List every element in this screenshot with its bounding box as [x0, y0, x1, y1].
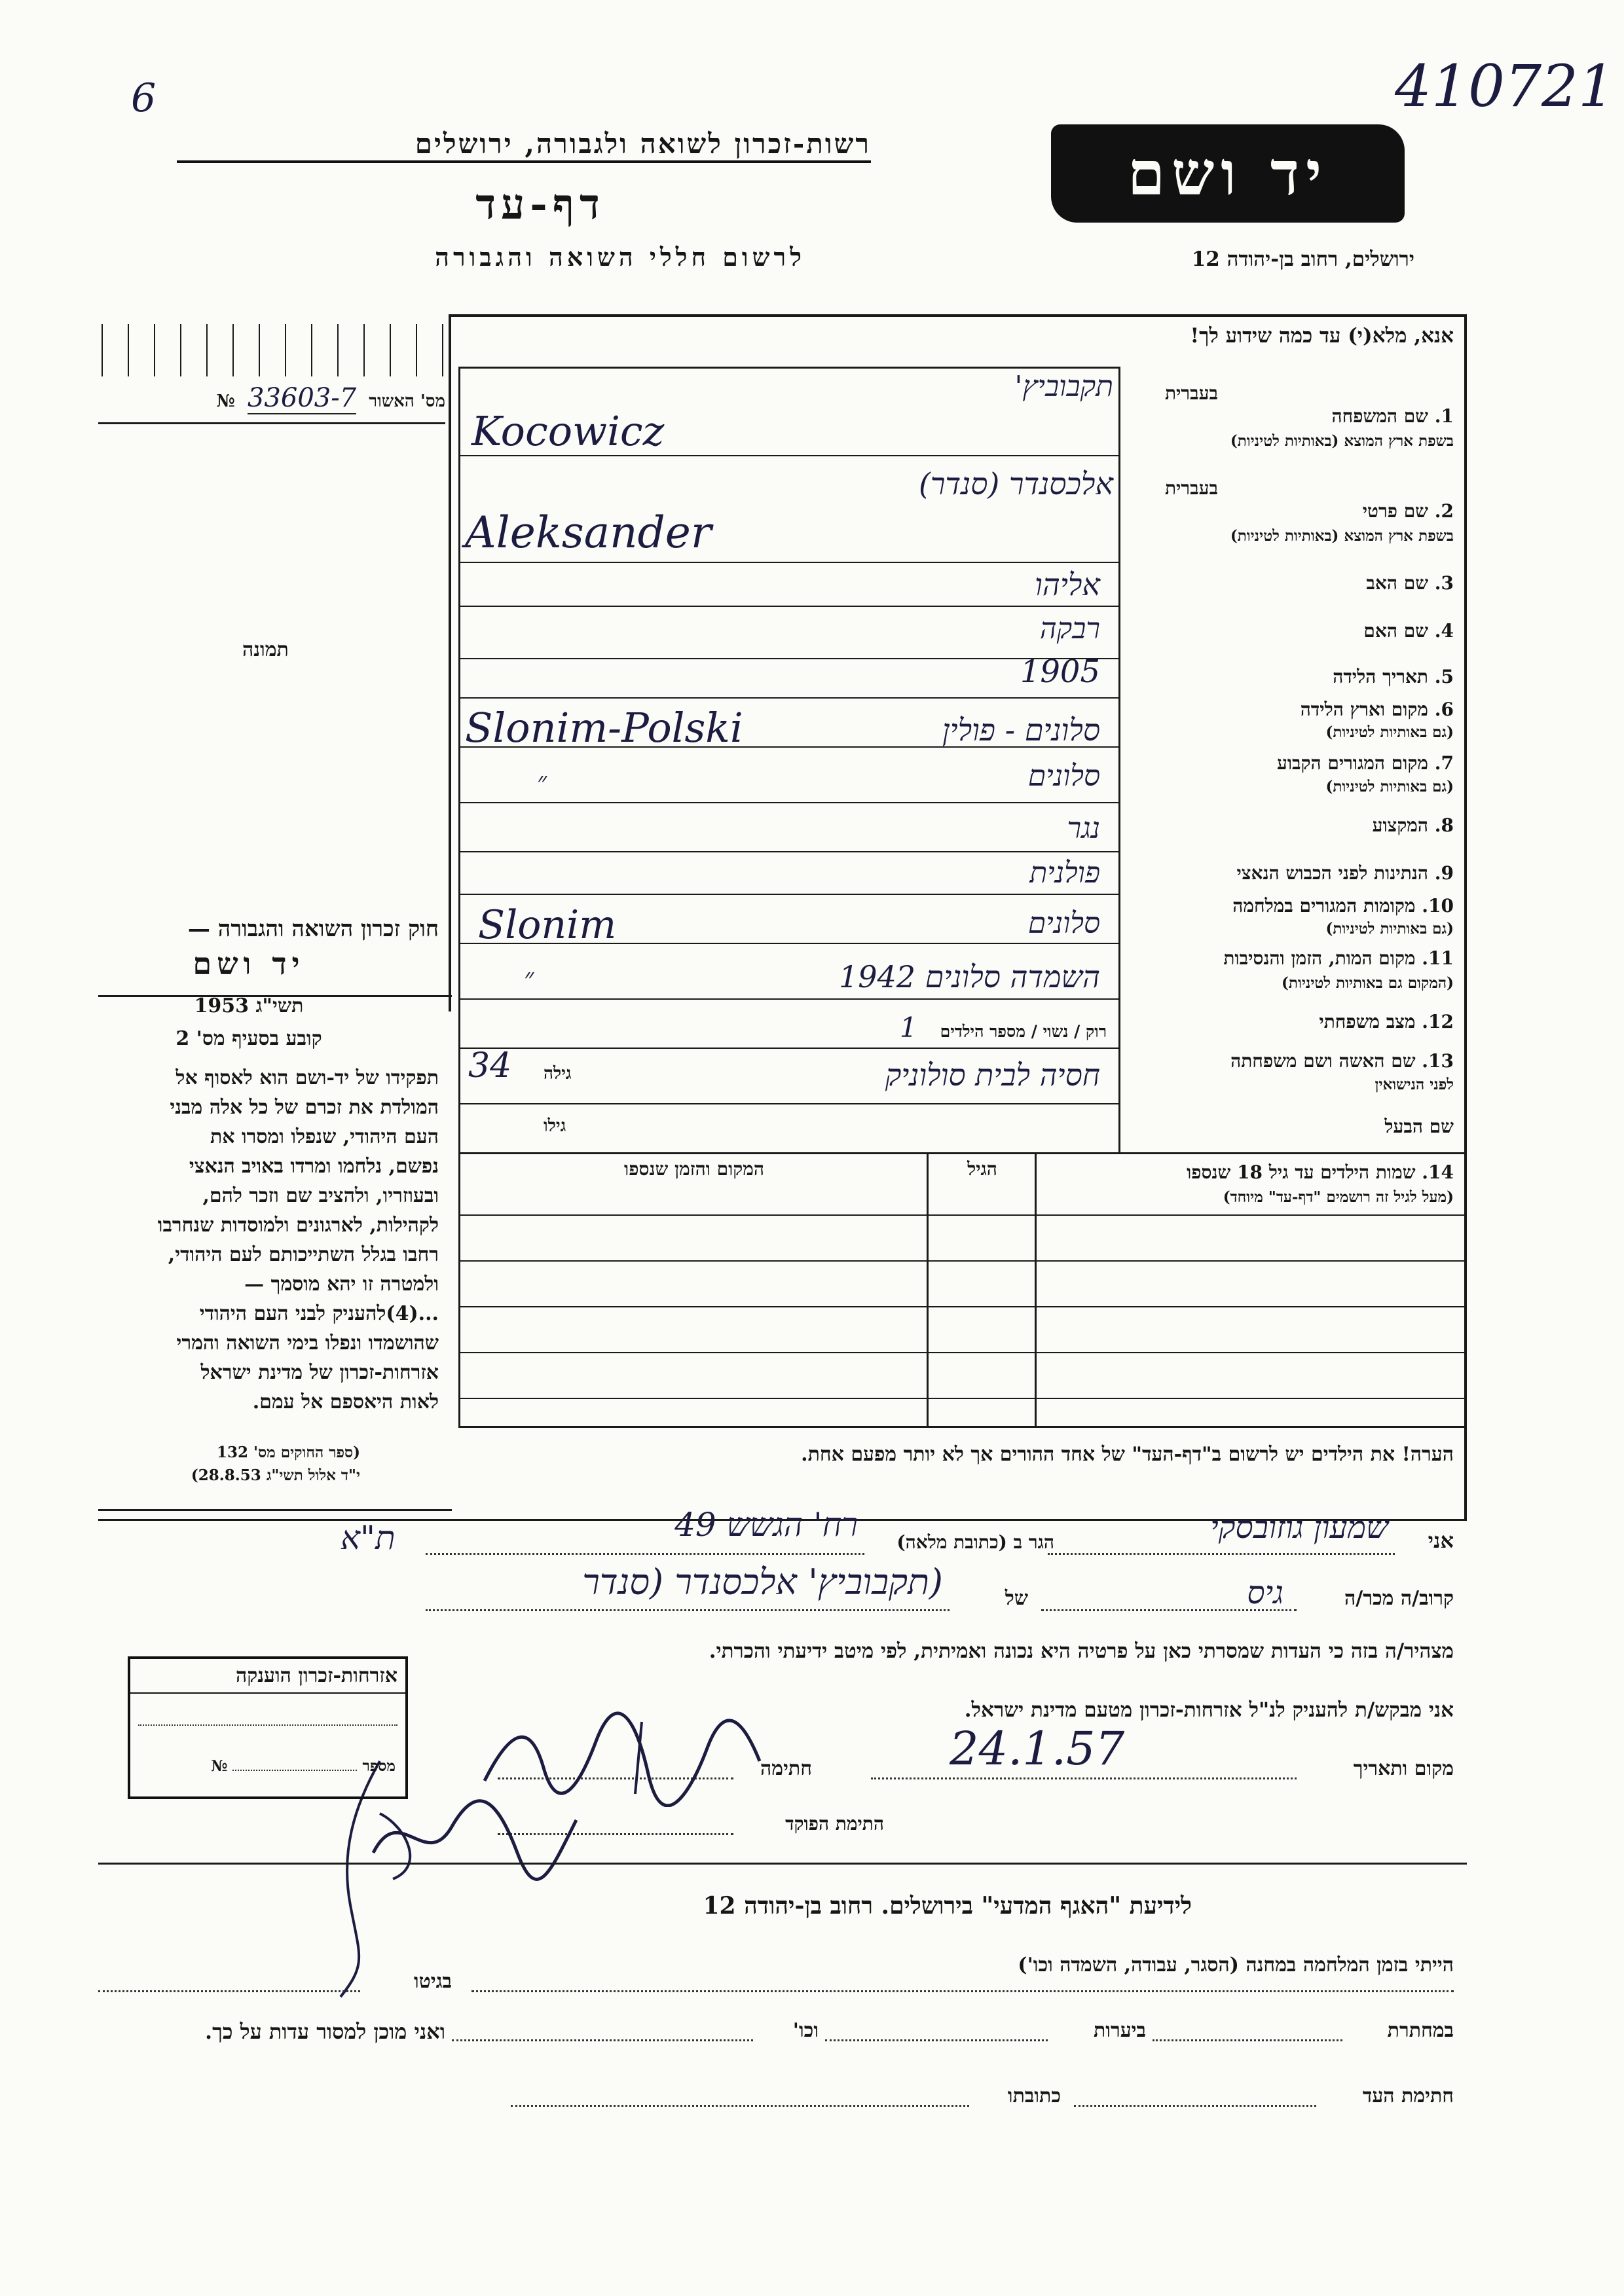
field-10-value-latin: Slonim: [478, 902, 617, 948]
field-2-name: שם פרטי: [1362, 500, 1429, 522]
citizenship-box: [128, 1656, 408, 1799]
field-10-value: סלונים: [1027, 907, 1100, 940]
footer-line2-c: וכו': [792, 2019, 819, 2042]
law-line-4: נפשם, נלחמו ומרדו באויב הנאצי: [189, 1155, 439, 1178]
law-line-3: העם היהודי, שנפלו ומסרו את: [210, 1125, 439, 1148]
footer-title: לידיעת "האגף המדעי" בירושלים. רחוב בן-יהודה 12: [703, 1892, 1192, 1920]
law-line-1: תפקידו של יד-ושם הוא לאסוף אל: [175, 1066, 439, 1089]
field-1-name: שם המשפחה: [1331, 405, 1429, 427]
field-10-num: 10.: [1422, 895, 1454, 917]
law-line-10: שהושמדו ונפלו בימי השואה והמרי: [176, 1332, 439, 1355]
field-10-sub: (גם באותיות לטיניות): [1325, 920, 1454, 938]
field-12-label: [1179, 1011, 1454, 1032]
intro-instruction: אנא, מלא(י) עד כמה שידוע לך!: [1190, 324, 1454, 348]
logo-text: יד ושם: [1127, 138, 1329, 209]
field-13-name: שם האשה ושם משפחתה: [1230, 1050, 1416, 1072]
field-7-label: [1139, 753, 1454, 774]
field-2-num: 2.: [1434, 500, 1454, 522]
footer-line1-a: הייתי בזמן המלחמה במחנה (הסגר, עבודה, השמדה וכו'): [1018, 1954, 1454, 1977]
children-col-place: המקום והזמן שנספו: [624, 1158, 764, 1180]
field-13-num: 13.: [1422, 1050, 1454, 1072]
wife-age-label: גילה: [544, 1064, 572, 1084]
law-line-6: לקהילות, לארגונים ולמוסדות שנחרבו: [157, 1214, 439, 1237]
field-8-name: המקצוע: [1372, 814, 1429, 836]
law-name: יד ושם: [193, 946, 305, 981]
receipt-value: 33603-7: [247, 383, 357, 413]
form-title: דף-עד: [475, 180, 605, 229]
law-year-num: 1953: [194, 994, 249, 1017]
field-13-label: [1126, 1051, 1454, 1072]
field-6-name: מקום וארץ הלידה: [1300, 699, 1429, 720]
field-7-value: סלונים: [1027, 759, 1100, 793]
footer-line2-b: ביערות: [1093, 2019, 1146, 2042]
place-date-label: מקום ותאריך: [1353, 1757, 1454, 1780]
field-11-value: השמדה סלונים 1942: [839, 959, 1100, 994]
field-9-value: פולנית: [1029, 856, 1100, 890]
field-11-label: [1126, 948, 1454, 969]
of-name: (תקבוביץ' אלכסנדר (סנדר: [582, 1561, 943, 1603]
law-line-8: ולמטרה זו יהא מוסמך —: [244, 1273, 439, 1296]
declarant-ani: אני: [1428, 1528, 1454, 1553]
field-9-name: הנתינות לפני הכבוש הנאצי: [1236, 862, 1429, 884]
field-5-value: 1905: [1020, 653, 1100, 690]
field-12-options: רוק / נשוי / מספר הילדים: [940, 1022, 1107, 1041]
law-year-row: [151, 992, 347, 1021]
of-label: של: [1005, 1587, 1028, 1610]
field-6-num: 6.: [1434, 699, 1454, 720]
field-6-sub: (גם באותיות לטיניות): [1325, 723, 1454, 741]
declaration-date: 24.1.57: [950, 1722, 1125, 1776]
archive-number: 410721: [1395, 52, 1615, 120]
field-3-label: [1179, 573, 1454, 594]
yad-vashem-logo: [1051, 124, 1405, 223]
husband-label: שם הבעל: [1384, 1116, 1454, 1137]
field-7-num: 7.: [1434, 752, 1454, 774]
field-10-label: [1126, 896, 1454, 917]
field-11-value-latin: ״: [524, 963, 534, 993]
children-sub: (מעל לגיל זה רושמים "דף-עד" מיוחד): [1223, 1188, 1454, 1206]
field-6-value: סלונים - פולין: [942, 712, 1100, 748]
photo-label: תמונה: [242, 638, 289, 661]
children-num: 14.: [1422, 1161, 1454, 1183]
field-2-label: [1218, 501, 1454, 522]
field-3-name: שם האב: [1366, 572, 1429, 594]
law-line-11: אזרחות-זכרון של מדינת ישראל: [200, 1361, 439, 1384]
field-9-label: [1126, 863, 1454, 884]
law-source-1: (ספר החוקים מס' 132: [217, 1444, 360, 1461]
receipt-number-row: [98, 383, 445, 416]
law-line-5: ובעוזריו, ולהציב שם וזכר להם,: [202, 1184, 439, 1207]
field-8-value: נגר: [1067, 812, 1100, 845]
field-12-name: מצב משפחתי: [1319, 1011, 1416, 1032]
field-4-label: [1179, 621, 1454, 642]
children-title-text: שמות הילדים עד גיל 18 שנספו: [1187, 1161, 1416, 1183]
husband-age-label: גילו: [544, 1116, 566, 1136]
official-signature-label: התימת הפוקד: [785, 1813, 884, 1834]
field-11-num: 11.: [1422, 947, 1454, 969]
law-title: חוק זכרון השואה והגבורה —: [187, 916, 439, 942]
footer-line3-a: חתימת העד: [1362, 2085, 1454, 2107]
field-4-name: שם האם: [1363, 620, 1429, 642]
citizenship-no-mark: №: [211, 1757, 228, 1775]
field-7-sub: (גם באותיות לטיניות): [1325, 778, 1454, 795]
field-5-name: תאריך הלידה: [1333, 666, 1429, 687]
field-1-value-latin: Kocowicz: [471, 407, 665, 455]
signature-label: חתימה: [760, 1757, 812, 1780]
field-13-value: חסיה לבית סולוניק: [885, 1057, 1100, 1093]
footer-line2-d: ואני מוכן למסור עדות על כך.: [204, 2019, 445, 2044]
corner-mark: 6: [131, 75, 157, 121]
citizenship-number-label: מספר: [362, 1757, 396, 1775]
declarant-resides-label: הגר ב (כתובת מלאה): [896, 1531, 1054, 1553]
receipt-label: מס' האשור: [369, 392, 445, 411]
field-2-sub: בשפת ארץ המוצא (באותיות לטיניות): [1230, 527, 1454, 545]
declarant-city: ת"א: [341, 1519, 396, 1557]
declaration-text: מצהיר/ה בזה כי העדות שמסרתי כאן על פרטיה היא נכונה ואמיתית, לפי מיטב ידיעתי והכרתי.: [709, 1639, 1454, 1663]
note: הערה! את הילדים יש לרשום ב"דף-העד" של אחד ההורים אך לא יותר מפעם אחת.: [801, 1443, 1454, 1466]
law-line-9: ...(4)להעניק לבני העם היהודי: [199, 1302, 439, 1325]
hebrew-column-label-2: בעברית: [1164, 477, 1218, 499]
citizenship-box-title: אזרחות-זכרון הוענקה: [130, 1659, 405, 1694]
field-13-sub: לפני הנישואין: [1375, 1076, 1454, 1093]
authority-title: רשות-זכרון לשואה ולגבורה, ירושלים: [177, 128, 871, 163]
declarant-name: שמעון גוזובסקי: [1210, 1509, 1388, 1546]
children-col-age: הגיל: [967, 1158, 997, 1180]
field-4-num: 4.: [1434, 620, 1454, 642]
field-1-num: 1.: [1434, 405, 1454, 427]
field-11-name: מקום המות, הזמן והנסיבות: [1223, 947, 1416, 969]
field-2-value-latin: Aleksander: [465, 507, 712, 558]
field-1-value: תקבוביץ': [1014, 370, 1113, 403]
field-6-value-latin: Slonim-Polski: [465, 704, 743, 752]
request-text: אני מבקש/ת להעניק לנ"ל אזרחות-זכרון מטעם מדינת ישראל.: [964, 1698, 1454, 1722]
footer-line2-a: במחתרת: [1387, 2019, 1454, 2042]
form-subtitle: לרשום חללי השואה והגבורה: [435, 242, 805, 272]
field-12-num: 12.: [1422, 1011, 1454, 1032]
field-4-value: רבקה: [1039, 612, 1100, 646]
law-clause: קובע בסעיף מס' 2: [175, 1027, 322, 1050]
field-3-num: 3.: [1434, 572, 1454, 594]
relation-label: קרוב/ה מכר/ה: [1344, 1587, 1454, 1610]
field-6-label: [1139, 699, 1454, 720]
field-10-name: מקומות המגורים במלחמה: [1232, 895, 1416, 917]
receipt-no-mark: №: [216, 392, 235, 411]
field-7-value-latin: ״: [537, 767, 547, 797]
field-1-sub: בשפת ארץ המוצא (באותיות לטיניות): [1230, 432, 1454, 450]
field-12-children-count: 1: [899, 1011, 917, 1044]
field-5-label: [1179, 666, 1454, 687]
declarant-address: רח' הגשש 49: [674, 1506, 858, 1544]
wife-age-value: 34: [468, 1046, 512, 1085]
field-2-value: אלכסנדר (סנדר): [918, 466, 1113, 501]
law-source-2: י"ד אלול תשי"ג 28.8.53): [191, 1467, 360, 1484]
field-5-num: 5.: [1434, 666, 1454, 687]
law-line-7: רחבו בגלל השתייכותם לעם היהודי,: [168, 1243, 439, 1266]
law-line-2: המולדת את זכרם של כל אלה מבני: [170, 1096, 439, 1119]
header-address: ירושלים, רחוב בן-יהודה 12: [1191, 247, 1414, 271]
footer-line1-b: בגיטו: [413, 1970, 452, 1993]
field-8-num: 8.: [1434, 814, 1454, 836]
relation-value: גיס: [1247, 1575, 1283, 1611]
citizenship-number-row: [137, 1757, 396, 1775]
field-8-label: [1179, 815, 1454, 836]
law-line-12: לאות היאספם אל עמם.: [252, 1391, 439, 1413]
law-year: תשי"ג: [255, 994, 304, 1017]
field-3-value: אליהו: [1035, 567, 1100, 602]
hebrew-column-label-1: בעברית: [1164, 382, 1218, 404]
field-9-num: 9.: [1434, 862, 1454, 884]
children-title: [1041, 1162, 1454, 1183]
footer-line3-b: כתובתו: [1007, 2085, 1061, 2107]
field-1-label: [1218, 406, 1454, 427]
field-11-sub: (המקום גם באותיות לטיניות): [1282, 974, 1454, 992]
field-12-options-row: [576, 1011, 1107, 1044]
field-7-name: מקום המגורים הקבוע: [1277, 752, 1429, 774]
